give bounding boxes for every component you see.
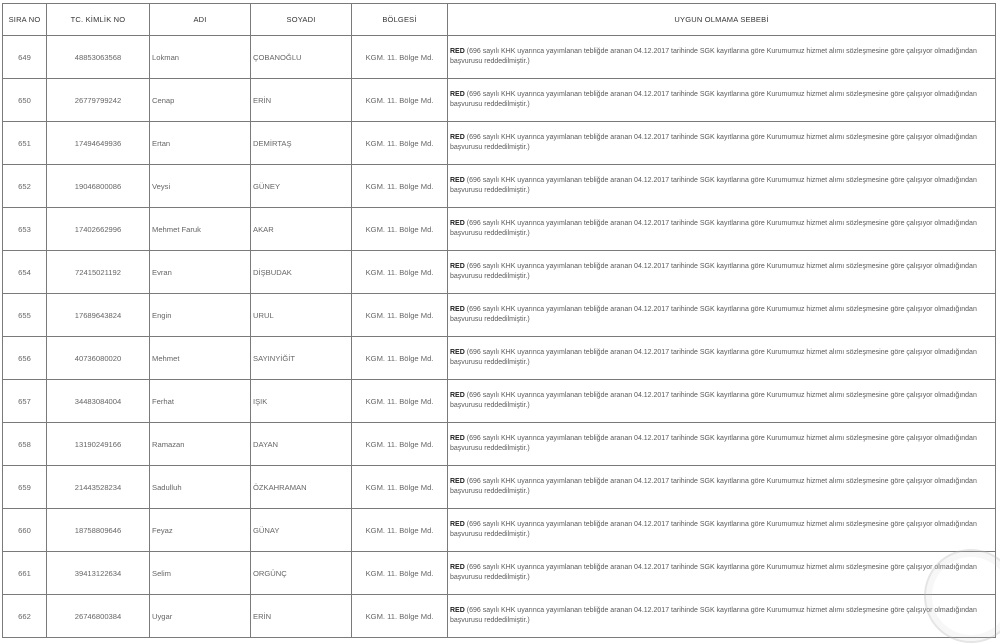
- reason-text: (696 sayılı KHK uyarınca yayımlanan tebliğde aranan 04.12.2017 tarihinde SGK kayıtlarına göre Kurumumuz hizmet alımı sözleşmesine göre çalışıyor olmadığından başvurusu reddedilmiştir.): [450, 348, 977, 366]
- uygun-olmama-sebebi-cell: [448, 509, 996, 552]
- red-label: RED: [450, 176, 465, 184]
- table-row: [3, 552, 996, 595]
- red-label: RED: [450, 563, 465, 571]
- red-label: RED: [450, 133, 465, 141]
- sira-no-cell: 652: [3, 165, 47, 208]
- table-row: [3, 122, 996, 165]
- bolgesi-cell: KGM. 11. Bölge Md.: [352, 423, 448, 466]
- adi-cell: Engin: [150, 294, 251, 337]
- tc-kimlik-no-cell: 17494649936: [47, 122, 150, 165]
- tc-kimlik-no-cell: 26779799242: [47, 79, 150, 122]
- table-row: [3, 337, 996, 380]
- uygun-olmama-sebebi-cell: [448, 380, 996, 423]
- bolgesi-cell: KGM. 11. Bölge Md.: [352, 36, 448, 79]
- soyadi-cell: GÜNEY: [251, 165, 352, 208]
- table-row: [3, 466, 996, 509]
- table-row: [3, 251, 996, 294]
- adi-cell: Lokman: [150, 36, 251, 79]
- applicant-table: [2, 3, 996, 638]
- sira-no-cell: 660: [3, 509, 47, 552]
- bolgesi-cell: KGM. 11. Bölge Md.: [352, 552, 448, 595]
- table-header-row: [3, 4, 996, 36]
- header-adi: ADI: [150, 4, 251, 36]
- table-row: [3, 423, 996, 466]
- soyadi-cell: ERİN: [251, 595, 352, 638]
- sira-no-cell: 651: [3, 122, 47, 165]
- sira-no-cell: 649: [3, 36, 47, 79]
- sira-no-cell: 653: [3, 208, 47, 251]
- header-tc-kimlik-no: TC. KİMLİK NO: [47, 4, 150, 36]
- tc-kimlik-no-cell: 18758809646: [47, 509, 150, 552]
- tc-kimlik-no-cell: 26746800384: [47, 595, 150, 638]
- soyadi-cell: ERİN: [251, 79, 352, 122]
- soyadi-cell: GÜNAY: [251, 509, 352, 552]
- header-sira-no: SIRA NO: [3, 4, 47, 36]
- sira-no-cell: 661: [3, 552, 47, 595]
- table-row: [3, 36, 996, 79]
- tc-kimlik-no-cell: 19046800086: [47, 165, 150, 208]
- soyadi-cell: ÇOBANOĞLU: [251, 36, 352, 79]
- reason-text: (696 sayılı KHK uyarınca yayımlanan tebliğde aranan 04.12.2017 tarihinde SGK kayıtlarına göre Kurumumuz hizmet alımı sözleşmesine göre çalışıyor olmadığından başvurusu reddedilmiştir.): [450, 176, 977, 194]
- reason-text: (696 sayılı KHK uyarınca yayımlanan tebliğde aranan 04.12.2017 tarihinde SGK kayıtlarına göre Kurumumuz hizmet alımı sözleşmesine göre çalışıyor olmadığından başvurusu reddedilmiştir.): [450, 563, 977, 581]
- sira-no-cell: 659: [3, 466, 47, 509]
- soyadi-cell: DAYAN: [251, 423, 352, 466]
- reason-text: (696 sayılı KHK uyarınca yayımlanan tebliğde aranan 04.12.2017 tarihinde SGK kayıtlarına göre Kurumumuz hizmet alımı sözleşmesine göre çalışıyor olmadığından başvurusu reddedilmiştir.): [450, 133, 977, 151]
- soyadi-cell: URUL: [251, 294, 352, 337]
- red-label: RED: [450, 434, 465, 442]
- bolgesi-cell: KGM. 11. Bölge Md.: [352, 509, 448, 552]
- header-soyadi: SOYADI: [251, 4, 352, 36]
- bolgesi-cell: KGM. 11. Bölge Md.: [352, 79, 448, 122]
- uygun-olmama-sebebi-cell: [448, 337, 996, 380]
- bolgesi-cell: KGM. 11. Bölge Md.: [352, 122, 448, 165]
- reason-text: (696 sayılı KHK uyarınca yayımlanan tebliğde aranan 04.12.2017 tarihinde SGK kayıtlarına göre Kurumumuz hizmet alımı sözleşmesine göre çalışıyor olmadığından başvurusu reddedilmiştir.): [450, 90, 977, 108]
- soyadi-cell: IŞIK: [251, 380, 352, 423]
- table-row: [3, 294, 996, 337]
- tc-kimlik-no-cell: 13190249166: [47, 423, 150, 466]
- sira-no-cell: 654: [3, 251, 47, 294]
- red-label: RED: [450, 606, 465, 614]
- adi-cell: Veysi: [150, 165, 251, 208]
- red-label: RED: [450, 262, 465, 270]
- red-label: RED: [450, 219, 465, 227]
- adi-cell: Ferhat: [150, 380, 251, 423]
- red-label: RED: [450, 90, 465, 98]
- adi-cell: Evran: [150, 251, 251, 294]
- uygun-olmama-sebebi-cell: [448, 423, 996, 466]
- adi-cell: Uygar: [150, 595, 251, 638]
- reason-text: (696 sayılı KHK uyarınca yayımlanan tebliğde aranan 04.12.2017 tarihinde SGK kayıtlarına göre Kurumumuz hizmet alımı sözleşmesine göre çalışıyor olmadığından başvurusu reddedilmiştir.): [450, 434, 977, 452]
- bolgesi-cell: KGM. 11. Bölge Md.: [352, 251, 448, 294]
- uygun-olmama-sebebi-cell: [448, 595, 996, 638]
- bolgesi-cell: KGM. 11. Bölge Md.: [352, 208, 448, 251]
- sira-no-cell: 662: [3, 595, 47, 638]
- red-label: RED: [450, 47, 465, 55]
- adi-cell: Cenap: [150, 79, 251, 122]
- tc-kimlik-no-cell: 39413122634: [47, 552, 150, 595]
- tc-kimlik-no-cell: 17689643824: [47, 294, 150, 337]
- uygun-olmama-sebebi-cell: [448, 208, 996, 251]
- tc-kimlik-no-cell: 48853063568: [47, 36, 150, 79]
- red-label: RED: [450, 348, 465, 356]
- red-label: RED: [450, 520, 465, 528]
- soyadi-cell: ORGÜNÇ: [251, 552, 352, 595]
- reason-text: (696 sayılı KHK uyarınca yayımlanan tebliğde aranan 04.12.2017 tarihinde SGK kayıtlarına göre Kurumumuz hizmet alımı sözleşmesine göre çalışıyor olmadığından başvurusu reddedilmiştir.): [450, 477, 977, 495]
- table-row: [3, 208, 996, 251]
- header-bolgesi: BÖLGESİ: [352, 4, 448, 36]
- reason-text: (696 sayılı KHK uyarınca yayımlanan tebliğde aranan 04.12.2017 tarihinde SGK kayıtlarına göre Kurumumuz hizmet alımı sözleşmesine göre çalışıyor olmadığından başvurusu reddedilmiştir.): [450, 391, 977, 409]
- adi-cell: Ertan: [150, 122, 251, 165]
- bolgesi-cell: KGM. 11. Bölge Md.: [352, 294, 448, 337]
- tc-kimlik-no-cell: 34483084004: [47, 380, 150, 423]
- bolgesi-cell: KGM. 11. Bölge Md.: [352, 466, 448, 509]
- red-label: RED: [450, 305, 465, 313]
- table-row: [3, 79, 996, 122]
- bolgesi-cell: KGM. 11. Bölge Md.: [352, 380, 448, 423]
- tc-kimlik-no-cell: 21443528234: [47, 466, 150, 509]
- sira-no-cell: 655: [3, 294, 47, 337]
- reason-text: (696 sayılı KHK uyarınca yayımlanan tebliğde aranan 04.12.2017 tarihinde SGK kayıtlarına göre Kurumumuz hizmet alımı sözleşmesine göre çalışıyor olmadığından başvurusu reddedilmiştir.): [450, 262, 977, 280]
- table-row: [3, 380, 996, 423]
- sira-no-cell: 658: [3, 423, 47, 466]
- uygun-olmama-sebebi-cell: [448, 36, 996, 79]
- reason-text: (696 sayılı KHK uyarınca yayımlanan tebliğde aranan 04.12.2017 tarihinde SGK kayıtlarına göre Kurumumuz hizmet alımı sözleşmesine göre çalışıyor olmadığından başvurusu reddedilmiştir.): [450, 47, 977, 65]
- soyadi-cell: ÖZKAHRAMAN: [251, 466, 352, 509]
- soyadi-cell: DİŞBUDAK: [251, 251, 352, 294]
- adi-cell: Feyaz: [150, 509, 251, 552]
- adi-cell: Sadulluh: [150, 466, 251, 509]
- red-label: RED: [450, 477, 465, 485]
- soyadi-cell: DEMİRTAŞ: [251, 122, 352, 165]
- header-uygun-olmama-sebebi: UYGUN OLMAMA SEBEBİ: [448, 4, 996, 36]
- uygun-olmama-sebebi-cell: [448, 294, 996, 337]
- sira-no-cell: 656: [3, 337, 47, 380]
- soyadi-cell: SAYINYİĞİT: [251, 337, 352, 380]
- adi-cell: Ramazan: [150, 423, 251, 466]
- table-row: [3, 595, 996, 638]
- uygun-olmama-sebebi-cell: [448, 79, 996, 122]
- bolgesi-cell: KGM. 11. Bölge Md.: [352, 595, 448, 638]
- uygun-olmama-sebebi-cell: [448, 466, 996, 509]
- bolgesi-cell: KGM. 11. Bölge Md.: [352, 337, 448, 380]
- uygun-olmama-sebebi-cell: [448, 165, 996, 208]
- uygun-olmama-sebebi-cell: [448, 251, 996, 294]
- sira-no-cell: 650: [3, 79, 47, 122]
- tc-kimlik-no-cell: 40736080020: [47, 337, 150, 380]
- red-label: RED: [450, 391, 465, 399]
- reason-text: (696 sayılı KHK uyarınca yayımlanan tebliğde aranan 04.12.2017 tarihinde SGK kayıtlarına göre Kurumumuz hizmet alımı sözleşmesine göre çalışıyor olmadığından başvurusu reddedilmiştir.): [450, 606, 977, 624]
- tc-kimlik-no-cell: 72415021192: [47, 251, 150, 294]
- reason-text: (696 sayılı KHK uyarınca yayımlanan tebliğde aranan 04.12.2017 tarihinde SGK kayıtlarına göre Kurumumuz hizmet alımı sözleşmesine göre çalışıyor olmadığından başvurusu reddedilmiştir.): [450, 305, 977, 323]
- adi-cell: Mehmet: [150, 337, 251, 380]
- table-row: [3, 509, 996, 552]
- uygun-olmama-sebebi-cell: [448, 552, 996, 595]
- reason-text: (696 sayılı KHK uyarınca yayımlanan tebliğde aranan 04.12.2017 tarihinde SGK kayıtlarına göre Kurumumuz hizmet alımı sözleşmesine göre çalışıyor olmadığından başvurusu reddedilmiştir.): [450, 219, 977, 237]
- reason-text: (696 sayılı KHK uyarınca yayımlanan tebliğde aranan 04.12.2017 tarihinde SGK kayıtlarına göre Kurumumuz hizmet alımı sözleşmesine göre çalışıyor olmadığından başvurusu reddedilmiştir.): [450, 520, 977, 538]
- sira-no-cell: 657: [3, 380, 47, 423]
- soyadi-cell: AKAR: [251, 208, 352, 251]
- adi-cell: Mehmet Faruk: [150, 208, 251, 251]
- tc-kimlik-no-cell: 17402662996: [47, 208, 150, 251]
- adi-cell: Selim: [150, 552, 251, 595]
- table-row: [3, 165, 996, 208]
- bolgesi-cell: KGM. 11. Bölge Md.: [352, 165, 448, 208]
- uygun-olmama-sebebi-cell: [448, 122, 996, 165]
